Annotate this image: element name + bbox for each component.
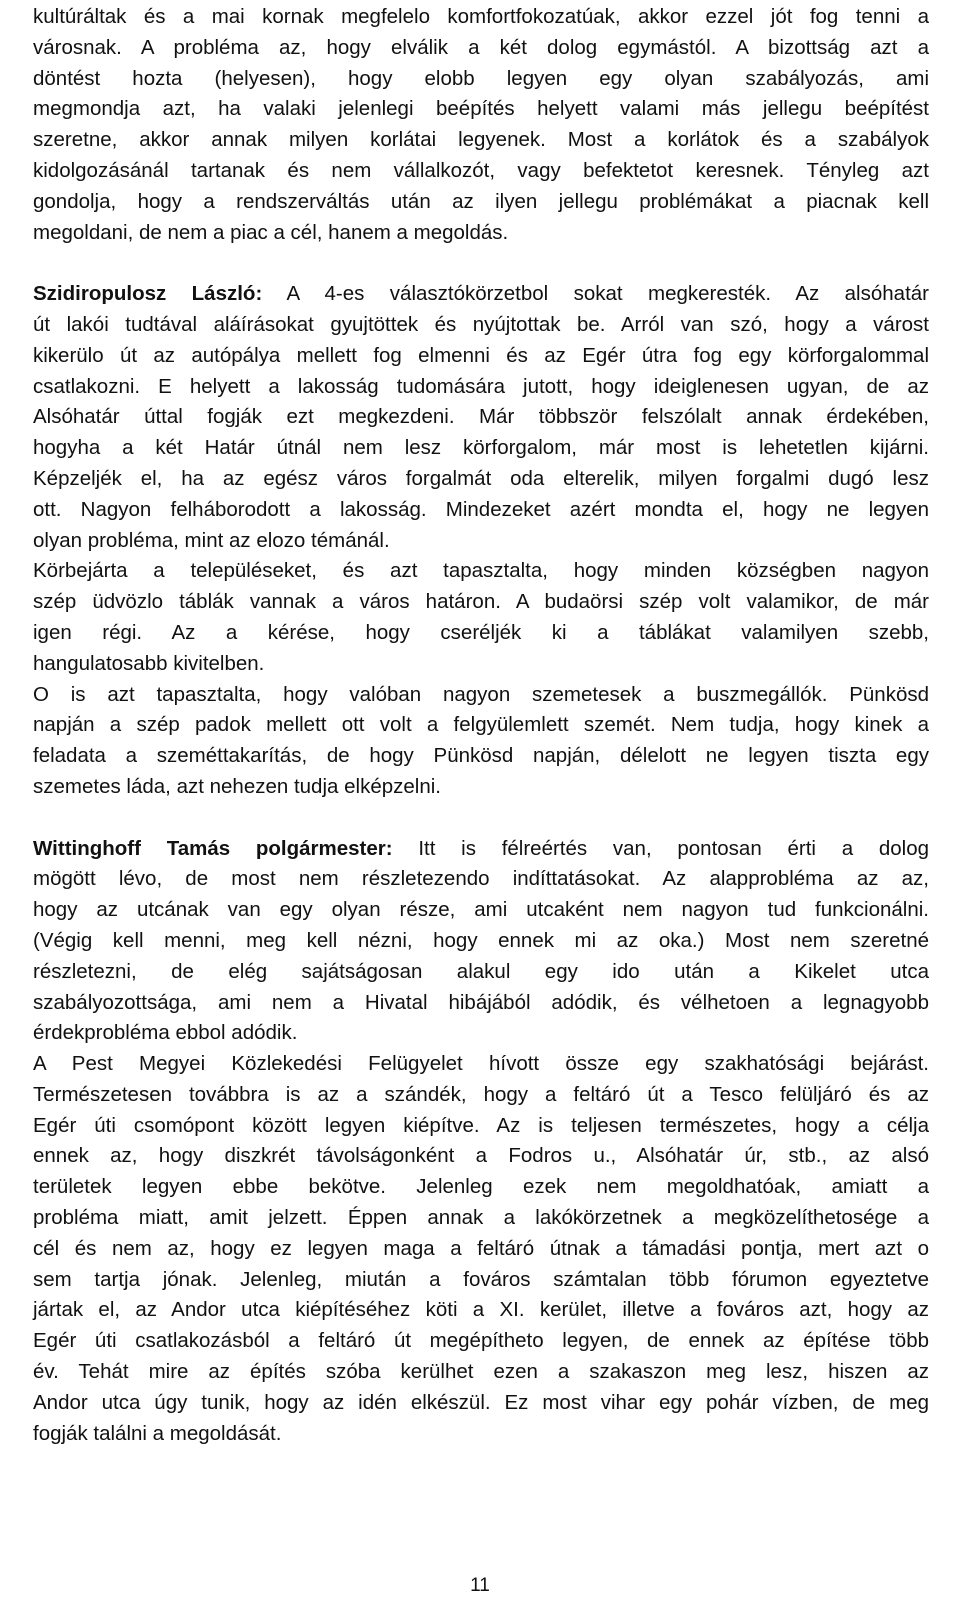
text-line: probléma miatt, amit jelzett. Éppen annak a lakókörzetnek a megközelíthetosége a bbox=[33, 1206, 929, 1230]
paragraph-gap bbox=[33, 248, 929, 279]
text-line: csatlakozni. E helyett a lakosság tudomására jutott, hogy ideiglenesen ugyan, de az bbox=[33, 374, 929, 398]
text-line: szabályozottsága, ami nem a Hivatal hibájából adódik, és vélhetoen a legnagyobb bbox=[33, 990, 929, 1014]
text-line: hogy az utcának van egy olyan része, ami utcaként nem nagyon tud funkcionálni. bbox=[33, 898, 929, 922]
speech-text: Itt is félreértés van, pontosan érti a dolog bbox=[392, 836, 929, 860]
text-line: Egér úti csatlakozásból a feltáró út megépítheto legyen, de ennek az építése több bbox=[33, 1329, 929, 1353]
text-line: év. Tehát mire az építés szóba kerülhet ezen a szakaszon meg lesz, hiszen az bbox=[33, 1360, 929, 1384]
speaker-name: Szidiropulosz László: bbox=[33, 282, 263, 306]
text-line: olyan probléma, mint az elozo témánál. bbox=[33, 528, 390, 552]
speaker-name: Wittinghoff Tamás polgármester: bbox=[33, 836, 393, 860]
text-line: O is azt tapasztalta, hogy valóban nagyon szemetesek a buszmegállók. Pünkösd bbox=[33, 682, 929, 706]
text-line: Egér úti csomópont között legyen kiépítve. Az is teljesen természetes, hogy a célja bbox=[33, 1113, 929, 1137]
paragraph-3 bbox=[33, 556, 929, 679]
text-line: mögött lévo, de most nem részletezendo indíttatásokat. Az alapprobléma az az, bbox=[33, 867, 929, 891]
text-line: kikerülo út az autópálya mellett fog elmenni és az Egér útra fog egy körforgalommal bbox=[33, 343, 929, 367]
text-line: részletezni, de elég sajátságosan alakul egy ido után a Kikelet utca bbox=[33, 959, 929, 983]
speech-first-line bbox=[33, 279, 929, 310]
text-line: érdekprobléma ebbol adódik. bbox=[33, 1021, 298, 1045]
paragraph-gap bbox=[33, 803, 929, 834]
text-line: Körbejárta a településeket, és azt tapasztalta, hogy minden községben nagyon bbox=[33, 559, 929, 583]
text-line: hogyha a két Határ útnál nem lesz körforgalom, már most is lehetetlen kijárni. bbox=[33, 436, 929, 460]
text-line: (Végig kell menni, meg kell nézni, hogy ennek mi az oka.) Most nem szeretné bbox=[33, 928, 929, 952]
text-line: sem tartja jónak. Jelenleg, miután a fováros számtalan több fórumon egyeztetve bbox=[33, 1267, 929, 1291]
speech-wittinghoff bbox=[33, 834, 929, 1050]
paragraph-6 bbox=[33, 1049, 929, 1449]
text-line: döntést hozta (helyesen), hogy elobb legyen egy olyan szabályozás, ami bbox=[33, 66, 929, 90]
text-line: szemetes láda, azt nehezen tudja elképzelni. bbox=[33, 774, 441, 798]
text-line: út lakói tudtával aláírásokat gyujtöttek és nyújtottak be. Arról van szó, hogy a várost bbox=[33, 312, 929, 336]
text-line: Alsóhatár úttal fogják ezt megkezdeni. Már többször felszólalt annak érdekében, bbox=[33, 405, 929, 429]
text-line: kidolgozásánál tartanak és nem vállalkozót, vagy befektetot keresnek. Tényleg azt bbox=[33, 158, 929, 182]
text-line: szép üdvözlo táblák vannak a város határon. A budaörsi szép volt valamikor, de már bbox=[33, 590, 929, 614]
text-line: jártak el, az Andor utca kiépítéséhez köti a XI. kerület, illetve a fováros azt, hogy az bbox=[33, 1298, 929, 1322]
speech-text: A 4-es választókörzetbol sokat megkeresték. Az alsóhatár bbox=[262, 282, 929, 306]
page-number: 11 bbox=[470, 1575, 490, 1596]
document-body bbox=[33, 2, 929, 1449]
text-line: szeretne, akkor annak milyen korlátai legyenek. Most a korlátok és a szabályok bbox=[33, 128, 929, 152]
speech-szidiropulosz bbox=[33, 279, 929, 556]
text-line: megmondja azt, ha valaki jelenlegi beépítés helyett valami más jellegu beépítést bbox=[33, 97, 929, 121]
text-line: Andor utca úgy tunik, hogy az idén elkészül. Ez most vihar egy pohár vízben, de meg bbox=[33, 1390, 929, 1414]
paragraph-4 bbox=[33, 680, 929, 803]
text-line: igen régi. Az a kérése, hogy cseréljék ki a táblákat valamilyen szebb, bbox=[33, 620, 929, 644]
speech-first-line bbox=[33, 834, 929, 865]
text-line: gondolja, hogy a rendszerváltás után az ilyen jellegu problémákat a piacnak kell bbox=[33, 189, 929, 213]
text-line: ott. Nagyon felháborodott a lakosság. Mindezeket azért mondta el, hogy ne legyen bbox=[33, 497, 929, 521]
text-line: ennek az, hogy diszkrét távolságonként a Fodros u., Alsóhatár úr, stb., az alsó bbox=[33, 1144, 929, 1168]
text-line: napján a szép padok mellett ott volt a felgyülemlett szemét. Nem tudja, hogy kinek a bbox=[33, 713, 929, 737]
text-line: kultúráltak és a mai kornak megfelelo komfortfokozatúak, akkor ezzel jót fog tenni a bbox=[33, 5, 929, 28]
paragraph-1 bbox=[33, 2, 929, 248]
text-line: fogják találni a megoldását. bbox=[33, 1421, 282, 1445]
text-line: A Pest Megyei Közlekedési Felügyelet hívott össze egy szakhatósági bejárást. bbox=[33, 1052, 929, 1076]
text-line: területek legyen ebbe bekötve. Jelenleg ezek nem megoldhatóak, amiatt a bbox=[33, 1175, 929, 1199]
text-line: Képzeljék el, ha az egész város forgalmát oda elterelik, milyen forgalmi dugó lesz bbox=[33, 466, 929, 490]
text-line: megoldani, de nem a piac a cél, hanem a megoldás. bbox=[33, 220, 509, 244]
text-line: feladata a szeméttakarítás, de hogy Pünkösd napján, délelott ne legyen tiszta egy bbox=[33, 744, 929, 768]
text-line: cél és nem az, hogy ez legyen maga a feltáró útnak a támadási pontja, mert azt o bbox=[33, 1236, 929, 1260]
text-line: hangulatosabb kivitelben. bbox=[33, 651, 265, 675]
text-line: városnak. A probléma az, hogy elválik a két dolog egymástól. A bizottság azt a bbox=[33, 35, 929, 59]
text-line: Természetesen továbbra is az a szándék, hogy a feltáró út a Tesco felüljáró és az bbox=[33, 1082, 929, 1106]
